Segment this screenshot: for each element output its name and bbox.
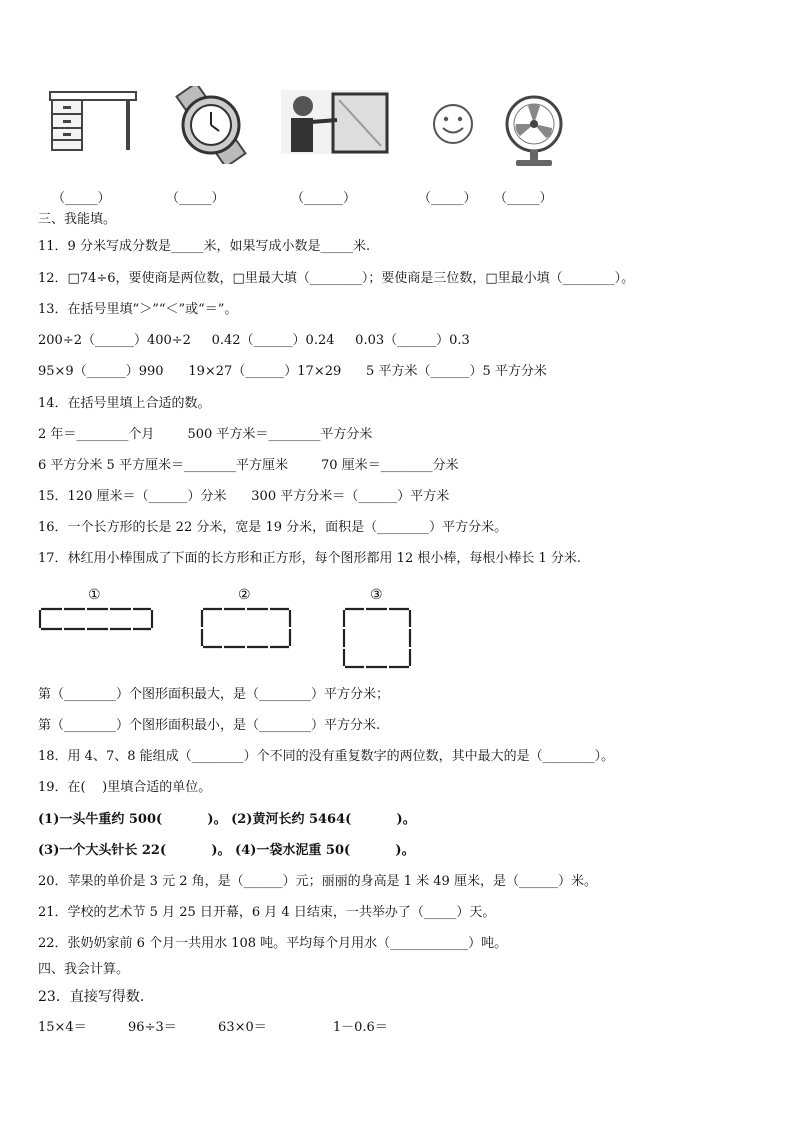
question-19-row-1: (1)一头牛重约 500( )。 (2)黄河长约 5464( )。 bbox=[38, 812, 416, 827]
question-20: 20．苹果的单价是 3 元 2 角，是（______）元；丽丽的身高是 1 米 49 厘米，是（______）米。 bbox=[38, 874, 597, 889]
question-21: 21．学校的艺术节 5 月 25 日开幕，6 月 4 日结束，一共举办了（_____）天。 bbox=[38, 905, 496, 920]
section-heading-fill: 三、我能填。 bbox=[38, 212, 117, 227]
question-18: 18．用 4、7、8 能组成（________）个不同的没有重复数字的两位数，其中最大的是（________）。 bbox=[38, 749, 615, 764]
question-12: 12．□74÷6，要使商是两位数，□里最大填（________）；要使商是三位数，□里最小填（________）。 bbox=[38, 271, 635, 286]
figure-3-square bbox=[342, 606, 412, 670]
question-14: 14．在括号里填上合适的数。 bbox=[38, 396, 211, 411]
figure-3-label: ③ bbox=[370, 587, 383, 603]
question-19-row-2: (3)一个大头针长 22( )。 (4)一袋水泥重 50( )。 bbox=[38, 843, 415, 858]
question-14-row-2: 6 平方分米 5 平方厘米＝________平方厘米 70 厘米＝________分米 bbox=[38, 458, 459, 473]
figure-1-rectangle bbox=[38, 606, 154, 632]
question-14-row-1: 2 年＝________个月 500 平方米＝________平方分米 bbox=[38, 427, 373, 442]
question-19: 19．在( )里填合适的单位。 bbox=[38, 780, 212, 795]
figure-2-rectangle bbox=[200, 606, 292, 650]
question-23-row-1: 15×4＝ 96÷3＝ 63×0＝ 1－0.6＝ bbox=[38, 1020, 388, 1035]
electric-fan-picture bbox=[502, 94, 566, 168]
desk-answer-blank[interactable]: （_____） bbox=[52, 191, 111, 206]
question-15: 15．120 厘米＝（______）分米 300 平方分米＝（______）平方米 bbox=[38, 489, 450, 504]
question-17-answer-2: 第（________）个图形面积最小，是（________）平方分米. bbox=[38, 718, 381, 733]
question-16: 16．一个长方形的长是 22 分米，宽是 19 分米，面积是（________）平方分米。 bbox=[38, 520, 508, 535]
question-13-row-1: 200÷2（______）400÷2 0.42（______）0.24 0.03（______）0.3 bbox=[38, 333, 470, 348]
question-11: 11．9 分米写成分数是_____米，如果写成小数是_____米. bbox=[38, 239, 371, 254]
question-17: 17．林红用小棒围成了下面的长方形和正方形，每个图形都用 12 根小棒，每根小棒长 1 分米. bbox=[38, 551, 582, 566]
question-13: 13．在括号里填“＞”“＜”或“＝”。 bbox=[38, 302, 238, 317]
question-22: 22．张奶奶家前 6 个月一共用水 108 吨。平均每个月用水（____________）吨。 bbox=[38, 936, 508, 951]
smiley-face-picture bbox=[431, 102, 475, 146]
question-17-answer-1: 第（________）个图形面积最大，是（________）平方分米； bbox=[38, 687, 390, 702]
desk-picture bbox=[48, 90, 140, 154]
question-23: 23．直接写得数. bbox=[38, 989, 145, 1005]
figure-2-label: ② bbox=[238, 587, 251, 603]
fan-answer-blank[interactable]: （_____） bbox=[494, 191, 553, 206]
wristwatch-picture bbox=[165, 86, 257, 164]
man-pulling-window-picture bbox=[281, 90, 389, 154]
wristwatch-answer-blank[interactable]: （_____） bbox=[166, 191, 225, 206]
man-window-answer-blank[interactable]: （______） bbox=[291, 191, 357, 206]
section-heading-calc: 四、我会计算。 bbox=[38, 962, 130, 977]
figure-1-label: ① bbox=[88, 587, 101, 603]
smiley-answer-blank[interactable]: （_____） bbox=[418, 191, 477, 206]
question-13-row-2: 95×9（______）990 19×27（______）17×29 5 平方米（______）5 平方分米 bbox=[38, 364, 547, 379]
